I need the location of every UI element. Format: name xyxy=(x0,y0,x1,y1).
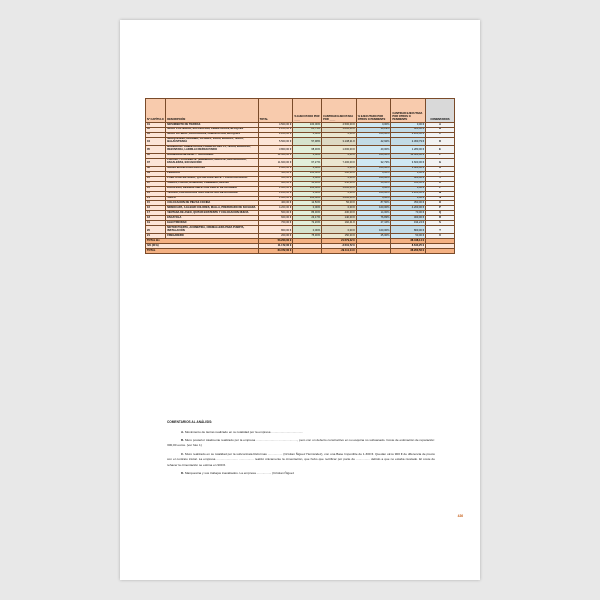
comment-item xyxy=(167,438,435,449)
cell-total: 1.200,00 € xyxy=(258,191,293,196)
cell-pct-ejecutado: 57,08% xyxy=(293,137,322,145)
cell-pct-ejecutado: 0,00% xyxy=(293,132,322,137)
cell-pct-pendiente: 100,00% xyxy=(356,226,391,234)
table-row xyxy=(146,158,455,166)
cell-cantidad-ejecutada: 50,00 € xyxy=(322,201,357,206)
cell-descripcion: MURO POSTERIOR, EXCAVACIÓN, CIMENTACIÓN, BLOQUES xyxy=(166,127,258,132)
cell-total: 400,00 € xyxy=(258,201,293,206)
cell-total: 11.600,00 € xyxy=(258,158,293,166)
cell-cantidad-ejecutada: 1.600,00 € xyxy=(322,145,357,153)
cell-pct-pendiente: 14,00% xyxy=(356,211,391,216)
summary-blank xyxy=(293,249,322,254)
summary-cantidad-ejecutada: -29.111,14 € xyxy=(322,249,357,254)
cell-Nº: 19 xyxy=(146,221,166,226)
cell-cantidad-pendiente: 460,00 € xyxy=(391,216,426,221)
cell-cantidad-pendiente: 1.800,00 € xyxy=(391,166,426,171)
cell-pct-pendiente: 25,00% xyxy=(356,234,391,239)
cell-Nº: 07 xyxy=(146,158,166,166)
table-header-row xyxy=(146,99,455,123)
document-page xyxy=(120,20,480,580)
comment-letter: A. xyxy=(181,429,185,434)
cell-Nº: 03 xyxy=(146,132,166,137)
comment-letter: D. xyxy=(181,471,185,476)
cell-descripcion: GRAVA BLANCA DECORATIVA xyxy=(166,166,258,171)
summary-total: 64.372,00 € xyxy=(258,249,293,254)
cell-Nº: 05 xyxy=(146,145,166,153)
cell-Nº: 14 xyxy=(146,196,166,201)
cell-pct-ejecutado: 12,50% xyxy=(293,201,322,206)
cell-cantidad-ejecutada: 3.138,21 € xyxy=(322,137,357,145)
comment-letter: C. xyxy=(181,451,185,456)
cell-Nº: 17 xyxy=(146,211,166,216)
cell-total: 200,00 € xyxy=(258,234,293,239)
cell-total: 600,00 € xyxy=(258,216,293,221)
cell-cantidad-pendiente: 0,00 € xyxy=(391,196,426,201)
comments-list xyxy=(167,430,435,477)
cell-comentario: E xyxy=(426,145,455,153)
cell-comentario: J xyxy=(426,176,455,181)
cell-descripcion: PISCINA, TOTALMENTE TERMINADA, GRESITE, DEPURADORA, ESCALERAS, EXCAVACIÓN xyxy=(166,158,258,166)
cell-cantidad-ejecutada: 0,00 € xyxy=(322,191,357,196)
cell-cantidad-pendiente: 2.360,79 € xyxy=(391,137,426,145)
col-header-descripcion: DESCRIPCIÓN xyxy=(166,99,258,123)
cell-comentario: B xyxy=(426,127,455,132)
comment-item xyxy=(167,430,435,435)
cell-total: 500,00 € xyxy=(258,171,293,176)
cell-comentario: C xyxy=(426,132,455,137)
cell-cantidad-pendiente: 4.200,00 € xyxy=(391,206,426,211)
comments-section xyxy=(167,420,435,479)
col-header-pct-ejecutado: % EJECUTADO POR ____ xyxy=(293,99,322,123)
cell-comentario: P xyxy=(426,206,455,211)
cell-comentario: T xyxy=(426,226,455,234)
cell-pct-ejecutado: 100,00% xyxy=(293,186,322,191)
cell-pct-pendiente: 32,73% xyxy=(356,158,391,166)
cell-pct-ejecutado: 100,00% xyxy=(293,171,322,176)
cell-pct-pendiente: 42,92% xyxy=(356,137,391,145)
summary-blank xyxy=(426,249,455,254)
cell-pct-pendiente: 100,00% xyxy=(356,166,391,171)
cell-descripcion: VARIOS, PINTAR, HUMEDAD, CHIMENEA, REPISA xyxy=(166,181,258,186)
col-header-cantidad-ejecutada: CANTIDAD EJECUTADA POR ____ xyxy=(322,99,357,123)
cell-pct-pendiente: 100,00% xyxy=(356,153,391,158)
cell-comentario: D xyxy=(426,137,455,145)
cell-descripcion: TEJADO, COLOCACIÓN TELA ASFÁLTICA DE EXTERIOR xyxy=(166,191,258,196)
cell-cantidad-pendiente: 1.200,00 € xyxy=(391,191,426,196)
cell-pct-pendiente: 0,00% xyxy=(356,186,391,191)
cell-comentario: S xyxy=(426,221,455,226)
cell-cantidad-ejecutada: 430,00 € xyxy=(322,211,357,216)
comment-item xyxy=(167,452,435,468)
cell-descripcion: MOVIMIENTO DE TIERRAS xyxy=(166,123,258,128)
cell-cantidad-ejecutada: 0,00 € xyxy=(322,153,357,158)
cell-pct-ejecutado: 100,00% xyxy=(293,196,322,201)
summary-cantidad-pendiente: 8.643,25 € xyxy=(391,244,426,249)
cell-Nº: 08 xyxy=(146,166,166,171)
cell-pct-pendiente: 27,16% xyxy=(356,221,391,226)
summary-label: TOTAL xyxy=(146,249,259,254)
cell-cantidad-pendiente: 12.600,00 € xyxy=(391,153,426,158)
table-header xyxy=(146,99,455,123)
cell-cantidad-ejecutada: 7.400,00 € xyxy=(322,158,357,166)
comment-text: Muro posterior totalmente realizado por la empresa ......................... ......................, pero con un defecto constructivo en su esquina no subsanado. Coste de estimación de reparación: 300,00 euros. (ver foto 1) xyxy=(167,438,435,448)
cell-total: 5.500,00 € xyxy=(258,137,293,145)
cell-cantidad-ejecutada: 0,00 € xyxy=(322,206,357,211)
page-number: 426 xyxy=(457,514,463,518)
summary-label: TOTAL B.I. xyxy=(146,239,259,244)
cell-descripcion: BARBACOA. CIMENTACIÓN, LADRILLO DEL 11, TEJAS, BALDOSA, REJUNTADA, LADRILLO REFRACTARIO xyxy=(166,145,258,153)
col-header-cantidad-pendiente: CANTIDAD EJECUTADA POR OTROS O PENDIENTE xyxy=(391,99,426,123)
cell-pct-ejecutado: 72,20% xyxy=(293,221,322,226)
cell-pct-ejecutado: 23,17% xyxy=(293,216,322,221)
cell-descripcion: VALLA xyxy=(166,196,258,201)
cell-cantidad-pendiente: 450,00 € xyxy=(391,181,426,186)
cell-pct-ejecutado: 0,00% xyxy=(293,206,322,211)
cell-descripcion: FREGADERO xyxy=(166,234,258,239)
cell-Nº: 02 xyxy=(146,127,166,132)
cell-cantidad-pendiente: 380,00 € xyxy=(391,127,426,132)
cell-descripcion: VENTANA DE ASEO, QUITAR EXISTENTE Y COLOCACIÓN NUEVA xyxy=(166,211,258,216)
cell-cantidad-ejecutada: 0,00 € xyxy=(322,166,357,171)
cell-cantidad-pendiente: 1.280,00 € xyxy=(391,145,426,153)
cell-cantidad-pendiente: 0,00 € xyxy=(391,186,426,191)
cell-total: 800,00 € xyxy=(258,226,293,234)
cell-Nº: 12 xyxy=(146,186,166,191)
cell-cantidad-ejecutada: 150,00 € xyxy=(322,234,357,239)
cell-Nº: 16 xyxy=(146,206,166,211)
cell-cantidad-ejecutada: 1.800,00 € xyxy=(322,186,357,191)
cell-cantidad-pendiente: 380,00 € xyxy=(391,176,426,181)
table-row xyxy=(146,226,455,234)
cell-total: 1.800,00 € xyxy=(258,196,293,201)
cell-Nº: 20 xyxy=(146,226,166,234)
cell-cantidad-ejecutada: 500,00 € xyxy=(322,171,357,176)
cell-comentario: A xyxy=(426,123,455,128)
cell-total: 1.800,00 € xyxy=(258,186,293,191)
cell-pct-ejecutado: 0,00% xyxy=(293,153,322,158)
cell-cantidad-ejecutada: 4.500,00 € xyxy=(322,123,357,128)
cell-total: 500,00 € xyxy=(258,211,293,216)
cell-cantidad-pendiente: 194,24 € xyxy=(391,221,426,226)
cell-cantidad-pendiente: 0,00 € xyxy=(391,123,426,128)
cell-pct-pendiente: 76,83% xyxy=(356,216,391,221)
cell-cantidad-pendiente: 3.600,00 € xyxy=(391,158,426,166)
table-row xyxy=(146,145,455,153)
cell-descripcion: MARQUESINA, DERRIBO, PILARES, VIGAS, BALDOS, TEJAS, BALAUSTRADA xyxy=(166,137,258,145)
cell-descripcion: ELECTRICIDAD xyxy=(166,221,258,226)
cell-comentario: G xyxy=(426,158,455,166)
budget-table-container xyxy=(145,98,455,254)
cell-comentario: L xyxy=(426,186,455,191)
cell-Nº: 04 xyxy=(146,137,166,145)
cell-descripcion: PÉRGOLA xyxy=(166,171,258,176)
cell-Nº: 13 xyxy=(146,191,166,196)
cell-pct-ejecutado: 0,00% xyxy=(293,176,322,181)
cell-cantidad-pendiente: 0,00 € xyxy=(391,171,426,176)
cell-pct-ejecutado: 86,00% xyxy=(293,211,322,216)
cell-cantidad-pendiente: 50,00 € xyxy=(391,234,426,239)
col-header-capitulo: Nº CAPÍTULO xyxy=(146,99,166,123)
cell-total: 1.800,00 € xyxy=(258,166,293,171)
comment-text: Muro realizado en su totalidad por la subcontrata Reformas ................. (Cristian Ñiguez Hernández), con una Base Imponible de 1.300 €. Quedan otros 900 € de diferencia de precio con el contrato inicial. La empresa ......................... ................. realizó únicamente la cimentación, que hubo que rectificar por parte de ................ debido a que no estaba nivelado. El coste de rehacer la cimentación se estima en 900 €. xyxy=(167,451,435,467)
cell-cantidad-ejecutada: 140,00 € xyxy=(322,216,357,221)
cell-cantidad-ejecutada: 1.800,00 € xyxy=(322,196,357,201)
cell-Nº: 15 xyxy=(146,201,166,206)
cell-total: 12.600,00 € xyxy=(258,153,293,158)
cell-cantidad-ejecutada: 0,00 € xyxy=(322,132,357,137)
cell-cantidad-ejecutada: 0,00 € xyxy=(322,226,357,234)
summary-total: 11.172,00 € xyxy=(258,244,293,249)
cell-descripcion: HORMIGÓN IMPRESO Y TRATASADO xyxy=(166,153,258,158)
cell-pct-pendiente: 100,00% xyxy=(356,191,391,196)
summary-blank xyxy=(356,249,391,254)
cell-pct-pendiente: 40,00% xyxy=(356,145,391,153)
col-header-total: TOTAL xyxy=(258,99,293,123)
cell-pct-ejecutado: 0,00% xyxy=(293,191,322,196)
cell-descripcion: MURO LATERAL, EXCAVACIÓN, CIMENTACIÓN, BLOQUES xyxy=(166,132,258,137)
cell-total: 4.200,00 € xyxy=(258,206,293,211)
summary-cantidad-ejecutada: 21.579,42 € xyxy=(322,239,357,244)
cell-total: 2.200,00 € xyxy=(258,127,293,132)
summary-cantidad-pendiente: 38.448,14 € xyxy=(391,239,426,244)
cell-comentario: F xyxy=(426,153,455,158)
summary-total: 53.200,00 € xyxy=(258,239,293,244)
cell-comentario: O xyxy=(426,201,455,206)
cell-comentario: H xyxy=(426,166,455,171)
summary-cantidad-ejecutada: -3.531,72 € xyxy=(322,244,357,249)
summary-label: IVA (21%) xyxy=(146,244,259,249)
cell-cantidad-ejecutada: 450,00 € xyxy=(322,181,357,186)
cell-pct-ejecutado: 0,00% xyxy=(293,226,322,234)
cell-pct-ejecutado: 85,71% xyxy=(293,127,322,132)
cell-cantidad-pendiente: 350,00 € xyxy=(391,201,426,206)
comment-text: Marquesina y sus trabajos inacabados. La empresa ................. (Cristian Ñiguez xyxy=(184,471,295,476)
cell-comentario: I xyxy=(426,171,455,176)
cell-comentario: Q xyxy=(426,211,455,216)
cell-comentario: R xyxy=(426,216,455,221)
cell-pct-ejecutado: 68,00% xyxy=(293,145,322,153)
col-header-pct-pendiente: % EJECUTADO POR OTROS O PENDIENTE xyxy=(356,99,391,123)
cell-Nº: 01 xyxy=(146,123,166,128)
cell-pct-ejecutado: 100,00% xyxy=(293,123,322,128)
cell-cantidad-ejecutada: 0,00 € xyxy=(322,176,357,181)
cell-pct-ejecutado: 67,27% xyxy=(293,158,322,166)
cell-pct-ejecutado: 50,00% xyxy=(293,181,322,186)
cell-descripcion: COLOCACIÓN DE PIEZAS COCINA xyxy=(166,201,258,206)
cell-Nº: 06 xyxy=(146,153,166,158)
cell-comentario: U xyxy=(426,234,455,239)
cell-Nº: 10 xyxy=(146,176,166,181)
cell-total: 700,00 € xyxy=(258,221,293,226)
cell-cantidad-pendiente: 2.200,00 € xyxy=(391,132,426,137)
cell-pct-pendiente: 50,00% xyxy=(356,181,391,186)
cell-descripcion: ESCAYOLA xyxy=(166,216,258,221)
cell-descripcion: MOTOR PUERTA, ACOMETIDA, CREMALLERA PARA PUERTA, INSTALACIÓN xyxy=(166,226,258,234)
cell-pct-pendiente: 0,00% xyxy=(356,123,391,128)
cell-total: 4.500,00 € xyxy=(258,123,293,128)
comments-title: COMENTARIOS AL ANÁLISIS: xyxy=(167,420,213,424)
comment-text: Movimiento de tierras realizado en su totalidad por la empresa ..................................... xyxy=(184,429,304,434)
cell-total: 900,00 € xyxy=(258,181,293,186)
comment-letter: B. xyxy=(181,438,185,442)
cell-Nº: 18 xyxy=(146,216,166,221)
cell-pct-pendiente: 100,00% xyxy=(356,132,391,137)
cell-pct-pendiente: 100,00% xyxy=(356,206,391,211)
cell-pct-pendiente: 14,29% xyxy=(356,127,391,132)
cell-pct-ejecutado: 75,00% xyxy=(293,234,322,239)
summary-row xyxy=(146,249,455,254)
cell-pct-ejecutado: 0,00% xyxy=(293,166,322,171)
table-row xyxy=(146,137,455,145)
cell-pct-pendiente: 0,00% xyxy=(356,171,391,176)
cell-descripcion: ESCALERA, DESMONTABLE CON PERFIL DE ALUMINIO xyxy=(166,186,258,191)
col-header-comentarios: COMENTARIOS xyxy=(426,99,455,123)
cell-Nº: 09 xyxy=(146,171,166,176)
cell-pct-pendiente: 87,50% xyxy=(356,201,391,206)
cell-comentario: K xyxy=(426,181,455,186)
cell-Nº: 21 xyxy=(146,234,166,239)
cell-comentario: M xyxy=(426,191,455,196)
cell-total: 2.200,00 € xyxy=(258,132,293,137)
cell-cantidad-ejecutada: 1.800,00 € xyxy=(322,127,357,132)
comment-item xyxy=(167,471,435,476)
cell-cantidad-pendiente: 800,00 € xyxy=(391,226,426,234)
cell-cantidad-pendiente: 70,00 € xyxy=(391,211,426,216)
cell-total: 300,00 € xyxy=(258,176,293,181)
table-body xyxy=(146,123,455,254)
cell-cantidad-ejecutada: 192,41 € xyxy=(322,221,357,226)
summary-cantidad-pendiente: 38.260,56 € xyxy=(391,249,426,254)
cell-descripcion: MONOCAPA, A ELEGIR COLORES, MALLA, PREPARADO DE FACHADA xyxy=(166,206,258,211)
cell-pct-pendiente: 0,00% xyxy=(356,196,391,201)
budget-table xyxy=(145,98,455,254)
cell-descripcion: PUERTA DE ENTRADA, QUITAR EXISTENTE Y COLOCAR NUEVA xyxy=(166,176,258,181)
cell-total: 3.800,00 € xyxy=(258,145,293,153)
cell-pct-pendiente: 100,00% xyxy=(356,176,391,181)
cell-Nº: 11 xyxy=(146,181,166,186)
cell-comentario: N xyxy=(426,196,455,201)
